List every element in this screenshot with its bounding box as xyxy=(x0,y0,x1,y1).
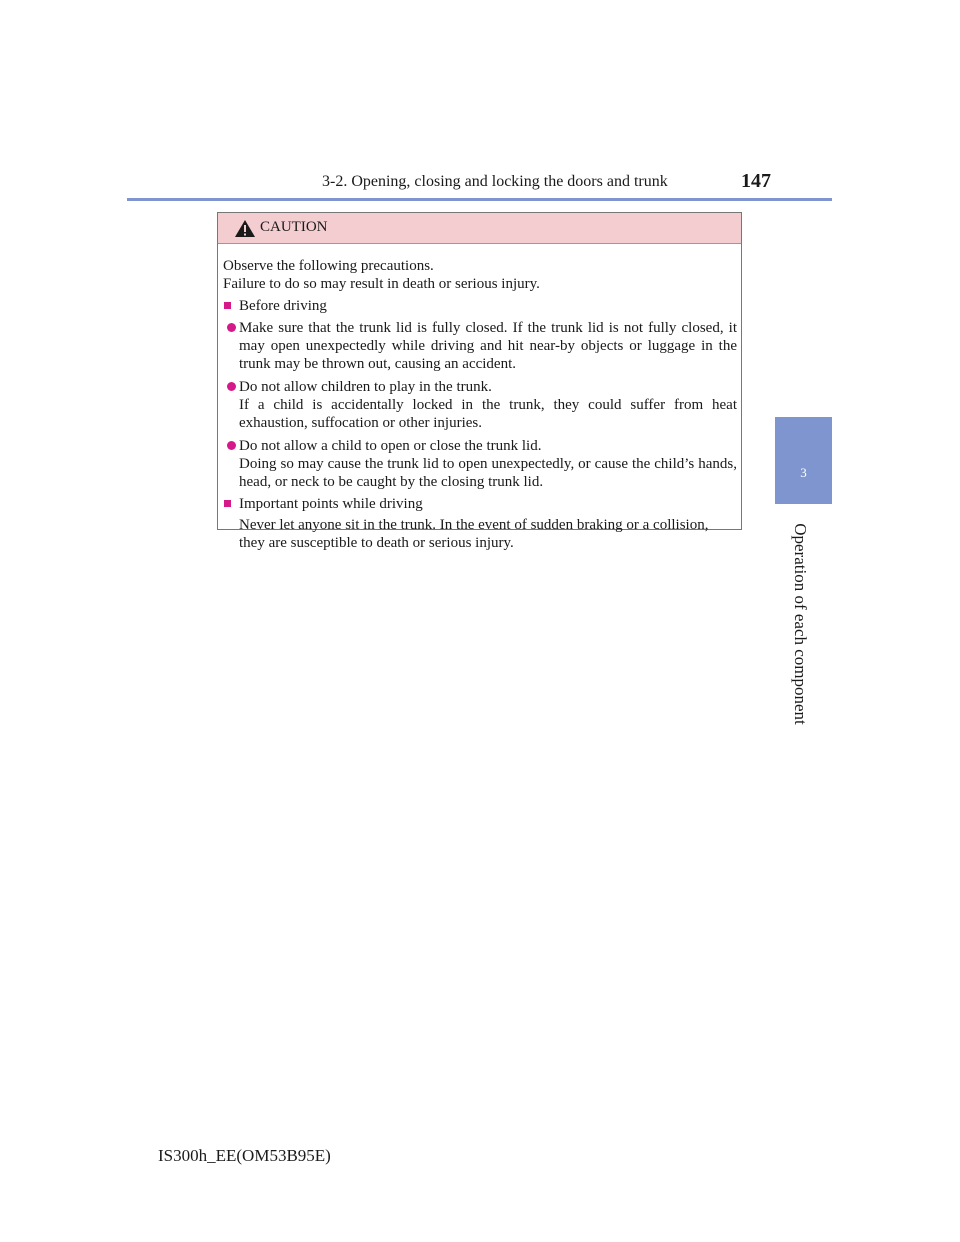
section-text: Never let anyone sit in the trunk. In the event of sudden braking or a collision, they are susceptible to death or serious injury. xyxy=(239,517,709,551)
caution-item xyxy=(223,378,737,432)
caution-intro-line: Observe the following precautions. xyxy=(223,258,434,274)
chapter-label-text: Operation of each component xyxy=(791,523,810,725)
caution-intro-line: Failure to do so may result in death or serious injury. xyxy=(223,276,540,292)
item-text: If a child is accidentally locked in the trunk, they could suffer from heat exhaustion, suffocation or other injuries. xyxy=(239,397,737,431)
caution-item xyxy=(223,437,737,491)
chapter-number: 3 xyxy=(800,465,807,480)
round-bullet-icon xyxy=(227,382,236,391)
square-bullet-icon xyxy=(224,500,231,507)
section-heading: Before driving xyxy=(239,298,327,314)
caution-box xyxy=(217,212,742,551)
item-text: Do not allow children to play in the trunk. xyxy=(239,379,492,395)
round-bullet-icon xyxy=(227,323,236,332)
model-code: IS300h_EE(OM53B95E) xyxy=(158,1146,331,1165)
item-text: Doing so may cause the trunk lid to open unexpectedly, or cause the child’s hands, head, or neck to be caught by the closing trunk lid. xyxy=(239,456,737,490)
section-heading: Important points while driving xyxy=(239,496,423,512)
chapter-label xyxy=(790,523,810,725)
round-bullet-icon xyxy=(227,441,236,450)
caution-item xyxy=(223,319,737,373)
caution-section-before-driving xyxy=(223,297,737,315)
caution-header xyxy=(218,213,741,244)
header-rule xyxy=(127,198,832,201)
square-bullet-icon xyxy=(224,302,231,309)
section-title: 3-2. Opening, closing and locking the doors and trunk xyxy=(322,173,668,190)
caution-body xyxy=(218,244,741,552)
warning-triangle-icon xyxy=(234,219,256,238)
caution-section-important-points xyxy=(223,495,737,513)
item-text: Do not allow a child to open or close the trunk lid. xyxy=(239,438,542,454)
chapter-tab xyxy=(775,417,832,504)
caution-title: CAUTION xyxy=(260,219,328,235)
item-text: Make sure that the trunk lid is fully closed. If the trunk lid is not fully closed, it may open unexpectedly while driving and hit near-by objects or luggage in the trunk may be thrown out, causing an accident. xyxy=(239,320,737,372)
page-number: 147 xyxy=(741,170,771,192)
